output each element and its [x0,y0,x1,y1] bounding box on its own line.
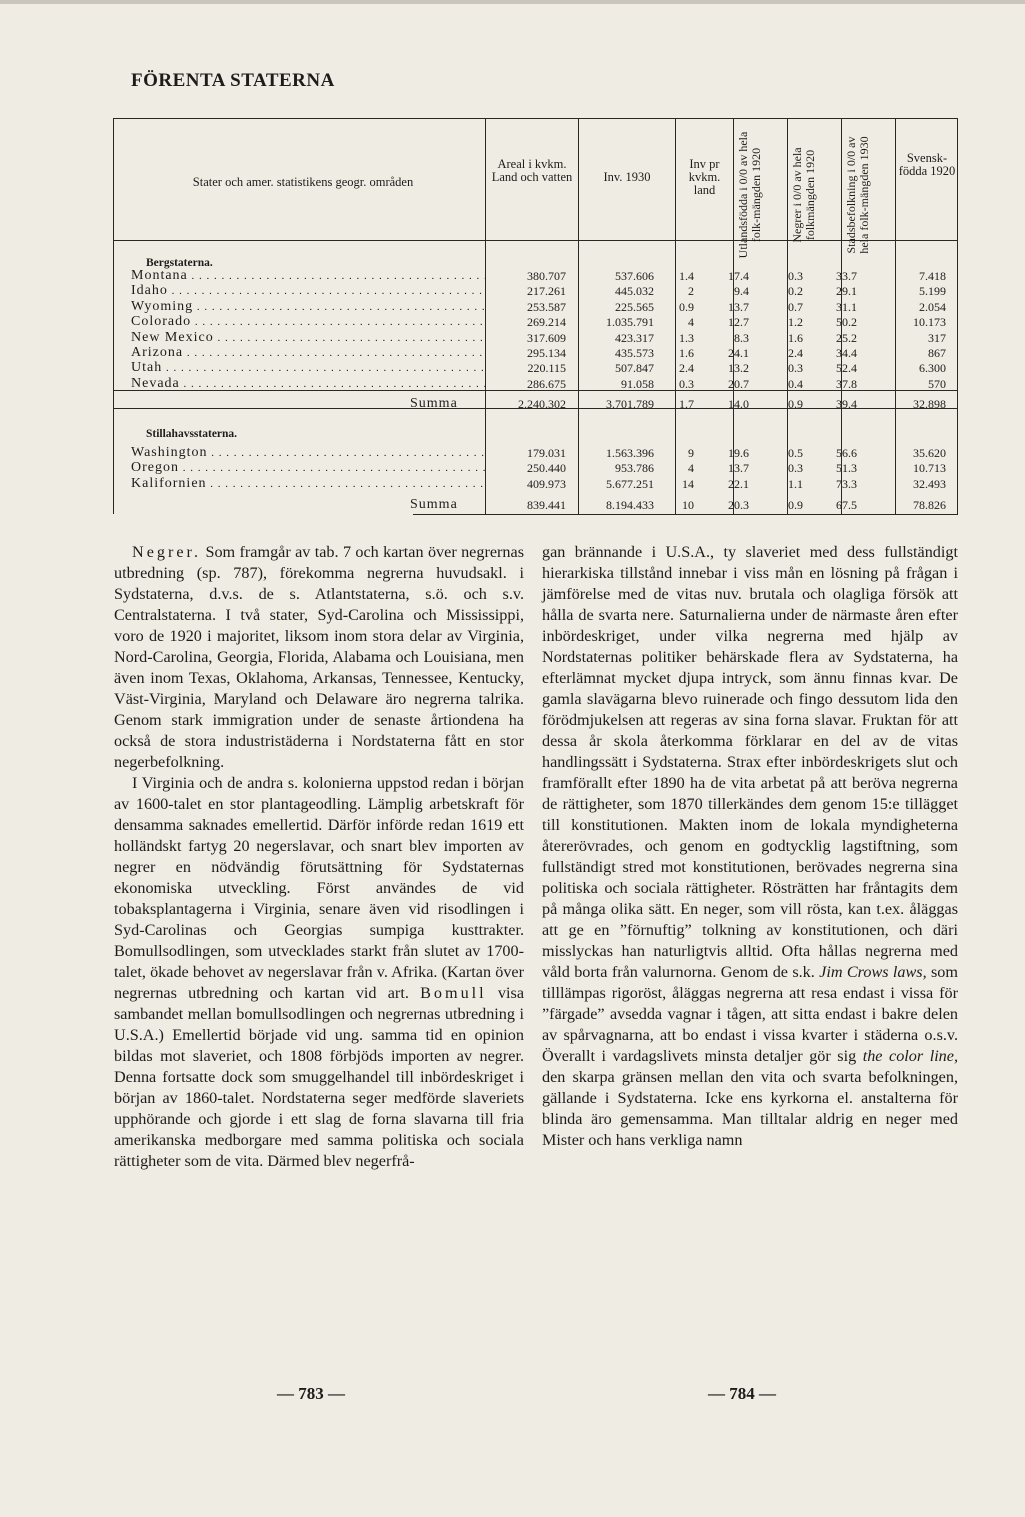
table-cell: 8.3 [734,331,749,345]
table-cell: 435.573 [615,346,654,360]
paragraph [114,542,524,773]
table-cell: 13.7 [728,300,749,314]
table-cell: 1.4 [679,269,694,283]
table-cell: 13.7 [728,461,749,475]
table-cell: 56.6 [836,446,857,460]
sum-cell: 3.701.789 [606,397,654,411]
table-top-rule [113,118,958,119]
sum-cell: 10 [682,498,694,512]
paragraph-text: gan brännande i U.S.A., ty slaveriet med dess fullständigt hierarkiska tillstånd innebar i viss mån en lösning på frågan i jämförelse med de vitas nuv. brutala och olagliga försök att hålla de svarta nere. Saturnalierna under de närmaste åren efter inbördeskriget, under vilka negrerna med hjälp av Nordstaternas politiker behärskade flera av Sydstaterna, ha efterlämnat mycket djupa intryck, som ännu finnas kvar. De gamla slavägarna blevo ruinerade och fingo dessutom lida den förödmjukelsen att regeras av sina forna slavar. Fruktan för att dessa år skola återkomma förklarar en del av de vitas handlingssätt i Sydstaterna. Strax efter inbördeskrigets slut och framförallt efter 1890 ha de vita arbetat på att beröva negrerna de rättigheter, som 1870 tillerkändes dem genom 15:e tillägget till konstitutionen. Makten inom de lokala myndigheterna återerövrades, och genom en godtycklig lagstiftning, som fullständigt stred mot konstitutionen, berövades negrerna sina politiska och sociala rättigheter. Rösträtten har fråntagits dem på många olika sätt. En neger, som vill rösta, kan t.ex. åläggas att ge en ”förnuftig” tolkning av konstitutionen, och däri misslyckas han naturligtvis alltid. Ofta hållas negrerna med våld borta från valurnorna. Genom de s.k. [542,543,958,981]
table-cell: 286.675 [527,377,566,391]
state-name: Colorado . . . [131,314,487,330]
sum-cell: 0.9 [788,498,803,512]
table-cell: 2.054 [919,300,946,314]
table-cell: 4 [688,461,694,475]
header-density: Inv pr kvkm. land [688,157,721,197]
table-cell: 179.031 [527,446,566,460]
table-cell: 50.2 [836,315,857,329]
table-cell: 1.1 [788,477,803,491]
table-cell: 5.677.251 [606,477,654,491]
table-cell: 51.3 [836,461,857,475]
sum-cell: 32.898 [913,397,946,411]
table-cell: 0.3 [788,461,803,475]
table-cell: 25.2 [836,331,857,345]
paragraph [542,542,958,1151]
table-cell: 220.115 [527,361,566,375]
header-population: Inv. 1930 [603,170,651,184]
header-region: Stater och amer. statistikens geogr. områden [192,175,414,189]
table-cell: 380.707 [527,269,566,283]
table-row [131,314,491,329]
table-cell: 1.3 [679,331,694,345]
table-row [131,330,491,345]
table-row [131,476,491,491]
paragraph-text: som tilllämpas rigoröst, åläggas negrerna att resa endast i vissa för ”färgade” avsedda vagnar i tågen, att sitta endast i bakre delen av spårvagnarna, att bo endast i vissa kvarter i städerna o.s.v. Överallt i vardagslivets minsta detaljer gör sig [542,963,958,1065]
page-top-edge [0,0,1025,4]
table-cell: 52.4 [836,361,857,375]
header-swedish-born: Svensk-födda 1920 [898,151,956,178]
col-rule [957,118,958,514]
table-cell: 0.3 [679,377,694,391]
sum-cell: 1.7 [679,397,694,411]
table-cell: 0.7 [788,300,803,314]
table-cell: 7.418 [919,269,946,283]
header-area: Areal i kvkm. Land och vatten [491,157,573,184]
table-cell: 9 [688,446,694,460]
table-row [131,360,491,375]
left-text-column [114,542,524,1172]
table-cell: 507.847 [615,361,654,375]
table-cell: 12.7 [728,315,749,329]
section-heading: Bergstaterna. [146,257,213,269]
state-name: Arizona . . . [131,345,487,361]
table-cell: 953.786 [615,461,654,475]
table-cell: 409.973 [527,477,566,491]
table-cell: 570 [928,377,946,391]
sum-cell: 39.4 [836,397,857,411]
table-cell: 35.620 [913,446,946,460]
table-cell: 1.035.791 [606,315,654,329]
sum-cell: 20.3 [728,498,749,512]
table-cell: 1.6 [679,346,694,360]
table-cell: 91.058 [621,377,654,391]
state-name: Washington . . . [131,445,487,461]
state-name: New Mexico . . . [131,330,487,346]
table-cell: 34.4 [836,346,857,360]
table-cell: 17.4 [728,269,749,283]
table-cell: 33.7 [836,269,857,283]
table-cell: 73.3 [836,477,857,491]
paragraph-text: den skarpa gränsen mellan den vita och svarta befolkningen, gällande i Sydstaterna. Icke ens kyrkorna el. anstalterna för blinda äro gemensamma. Man tilltalar aldrig en neger med Mister och hans verkliga namn [542,1068,958,1149]
italic-term: the color line, [862,1047,959,1065]
table-cell: 217.261 [527,284,566,298]
header-foreign-born: Utlandsfödda i 0/0 av hela folk-mängden 1920 [736,131,763,259]
table-cell: 10.713 [913,461,946,475]
table-row [131,460,491,475]
table-cell: 29.1 [836,284,857,298]
col-rule [113,118,114,514]
sum-cell: 0.9 [788,397,803,411]
table-row [131,445,491,460]
table-cell: 253.587 [527,300,566,314]
table-cell: 24.1 [728,346,749,360]
cross-reference: Bomull [420,984,487,1002]
table-cell: 0.4 [788,377,803,391]
page-title: FÖRENTA STATERNA [131,70,335,91]
sum-cell: 78.826 [913,498,946,512]
table-cell: 537.606 [615,269,654,283]
table-cell: 295.134 [527,346,566,360]
table-cell: 317 [928,331,946,345]
italic-term: Jim Crows laws, [819,963,927,981]
table-cell: 250.440 [527,461,566,475]
table-cell: 269.214 [527,315,566,329]
header-negroes: Negrer i 0/0 av hela folkmängden 1920 [790,147,817,243]
table-cell: 317.609 [527,331,566,345]
table-cell: 9.4 [734,284,749,298]
lead-word: Negrer. [132,543,202,561]
sum-label: Summa [410,497,458,512]
table-cell: 4 [688,315,694,329]
paragraph-text: visa sambandet mellan bomullsodlingen och negrernas utbredning i U.S.A.) Emellertid började vid ung. samma tid en opinion bildas mot slaveriet, och 1808 förbjöds importen av negrer. Denna fortsatte dock som smuggelhandel till inbördeskriget i början av 1860-talet. Nordstaterna seger medförde slaveriets upphörande och gjorde i ett slag de forna slavarna till fria amerikanska medborgare med samma politiska och sociala rättigheter som de vita. Därmed blev negerfrå- [114,984,525,1170]
table-cell: 20.7 [728,377,749,391]
table-cell: 13.2 [728,361,749,375]
section-heading: Stillahavsstaterna. [146,428,238,440]
table-row [131,376,491,391]
table-cell: 14 [682,477,694,491]
table-cell: 1.2 [788,315,803,329]
table-cell: 423.317 [615,331,654,345]
table-row [131,299,491,314]
bottom-rule [413,514,958,515]
table-cell: 31.1 [836,300,857,314]
table-row [131,268,491,283]
table-cell: 225.565 [615,300,654,314]
table-cell: 32.493 [913,477,946,491]
paragraph [114,773,524,1172]
page-number-right: — 784 — [708,1384,776,1403]
sum-cell: 67.5 [836,498,857,512]
table-cell: 10.173 [913,315,946,329]
table-cell: 5.199 [919,284,946,298]
table-cell: 6.300 [919,361,946,375]
table-cell: 445.032 [615,284,654,298]
table-cell: 0.5 [788,446,803,460]
table-cell: 867 [928,346,946,360]
table-cell: 0.3 [788,269,803,283]
sum-cell: 8.194.433 [606,498,654,512]
table-cell: 1.6 [788,331,803,345]
table-cell: 0.2 [788,284,803,298]
state-name: Nevada . . . [131,376,487,392]
state-name: Oregon . . . [131,460,487,476]
state-name: Idaho . . . [131,283,487,299]
table-cell: 37.8 [836,377,857,391]
header-urban: Stadsbefolkning i 0/0 av hela folk-mängden 1930 [844,136,871,254]
state-name: Kalifornien . . . [131,476,487,492]
table-cell: 22.1 [728,477,749,491]
right-text-column [542,542,958,1151]
state-name: Utah . . . [131,360,487,376]
table-row [131,283,491,298]
table-cell: 2 [688,284,694,298]
sum-cell: 14.0 [728,397,749,411]
paragraph-text: I Virginia och de andra s. kolonierna uppstod redan i början av 1600-talet en stor plantageodling. Lämplig arbetskraft för densamma saknades emellertid. Därför införde redan 1619 ett holländskt fartyg 20 negerslavar, och snart blev importen av negrer en nödvändig förutsättning för Sydstaternas ekonomiska utveckling. Först användes de vid tobaksplantagerna i Virginia, senare även vid risodlingen i Syd-Carolinas och Georgias sumpiga kusttrakter. Bomullsodlingen, som utvecklades starkt från slutet av 1700-talet, ökade behovet av negerslavar från v. Afrika. (Kartan över negrernas utbredning och kartan vid art. [114,774,524,1002]
table-row [131,345,491,360]
table-cell: 2.4 [788,346,803,360]
state-name: Wyoming . . . [131,299,487,315]
state-name: Montana . . . [131,268,487,284]
table-cell: 0.9 [679,300,694,314]
table-cell: 1.563.396 [606,446,654,460]
sum-cell: 2.240.302 [518,397,566,411]
table-cell: 2.4 [679,361,694,375]
table-cell: 0.3 [788,361,803,375]
paragraph-text: Som framgår av tab. 7 och kartan över negrernas utbredning (sp. 787), förekomma negrerna huvudsakl. i Sydstaterna, d.v.s. de s. Atlantstaterna, s.ö. och s.v. Centralstaterna. I två stater, Syd-Carolina och Mississippi, voro de 1920 i majoritet, liksom inom stora delar av Virginia, Nord-Carolina, Georgia, Florida, Alabama och Louisiana, men även inom Texas, Oklahoma, Arkansas, Tennessee, Kentucky, Väst-Virginia, Maryland och Delaware äro negrerna talrika. Genom stark immigration under de senaste årtiondena ha också de stora industristäderna i Nordstaterna fått en stor negerbefolkning. [114,543,524,771]
sum-label: Summa [410,396,458,411]
sum-cell: 839.441 [527,498,566,512]
table-cell: 19.6 [728,446,749,460]
page-number-left: — 783 — [277,1384,345,1403]
